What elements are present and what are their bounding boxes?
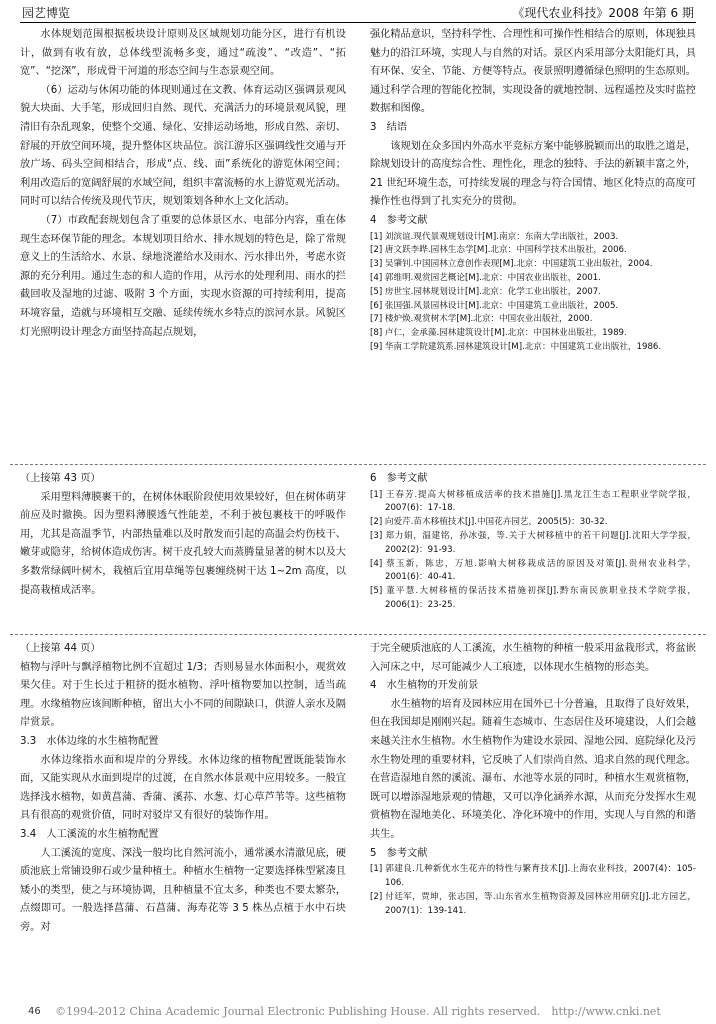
continued-note: （上接第 43 页） xyxy=(20,473,101,484)
article2-right-column xyxy=(370,470,696,613)
reference-item: [4] 郭维明.观赏园艺概论[M].北京：中国农业出版社，2001. xyxy=(370,272,601,283)
paragraph: （6）运动与休闲功能的体现则通过在文教、体育运动区强调景观风貌大块面、大手笔，形成回归自然、现代、充满活力的环境景观风貌，理清旧有杂乱现象，使整个交通、绿化、安排运动场地，形成自然、亲切、舒展的开放空间环境，提升整体区块品位。滨江游乐区强调线性交通与开放广场、码头空间相结合，形成“点、线、面”系统化的游览休闲空间；利用改造后的宽阔舒展的水域空间，组织丰富流畅的水上游览观光活动。同时可以结合传统及现代节庆，规划策划各种水上文化活动。 xyxy=(20,84,346,208)
reference-item: [3] 郑力娟，温建铭，孙冰强，等.关于大树移植中的若干问题[J].沈阳大学学报，2002(2)：91-93. xyxy=(370,530,696,555)
reference-item: [5] 房世宝.园林规划设计[M].北京：化学工业出版社，2007. xyxy=(370,286,601,297)
article3-right-column xyxy=(370,640,696,918)
journal-issue: 《现代农业科技》2008 年第 6 期 xyxy=(512,6,694,20)
reference-item: [3] 吴肇钊.中国园林立意创作表现[M].北京：中国建筑工业出版社，2004. xyxy=(370,259,653,270)
paragraph: 人工溪流的宽度、深浅一般均比自然河流小，通常溪水清澈见底，硬质池底上常铺设卵石或少量种植土。种植水生植物一定要选择株型紧凑且矮小的类型，使之与环境协调，且种植量不宜太多，种类也不要太繁杂，点缀即可。一般选择菖蒲、石菖蒲、海寿花等 3 5 株丛点植于水中石块旁。对 xyxy=(20,847,347,933)
reference-item: [8] 卢仁，金承藻.园林建筑设计[M].北京：中国林业出版社，1989. xyxy=(370,328,627,339)
reference-item: [1] 郭建良.几种新优水生花卉的特性与繁育技术[J].上海农业科技，2007(4)：105-106. xyxy=(370,864,696,888)
section-name: 园艺博览 xyxy=(22,6,71,20)
paragraph: 于完全硬质池底的人工溪流，水生植物的种植一般采用盆栽形式，将盆嵌入河床之中，尽可能减少人工痕迹，以体现水生植物的形态美。 xyxy=(370,643,696,673)
section-heading: 4 参考文献 xyxy=(370,214,428,226)
reference-item: [1] 刘滨谊.现代景观规划设计[M].南京：东南大学出版社，2003. xyxy=(370,231,619,242)
paragraph: 强化精品意识，坚持科学性、合理性和可操作性相结合的原则，体现独具魅力的沿江环境，实现人与自然的对话。景区内采用部分太阳能灯具，具有环保、安全、节能、方便等特点。夜景照明遵循绿色照明的生态原则。通过科学合理的智能化控制，实现设备的就地控制、远程遥控及实时监控数据和图像。 xyxy=(370,29,696,115)
reference-item: [2] 付廷军，贾坤，张志国，等.山东省水生植物资源及园林应用研究[J].北方园艺，2007(1)：139-141. xyxy=(370,891,696,916)
section-heading: 5 参考文献 xyxy=(370,847,428,859)
paragraph: （7）市政配套规划包含了重要的总体景区水、电部分内容，重在体现生态环保节能的理念。本规划项目给水、排水规划的特色是，除了常规意义上的生活给水、水景、绿地浇灌给水及雨水、污水排出外，考虑水资源的充分利用。通过生态的和人造的作用，从污水的处理利用、雨水的拦截回收及湿地的过滤、吸附 3 个方面，实现水资源的可持续利用，提高环境容量，造就与环境相互交融、延续传统水乡特点的滨河水景。风貌区灯光照明设计理念方面坚持高起点规划， xyxy=(20,214,346,338)
paragraph: 植物与浮叶与飘浮植物比例不宜超过 1/3；否则易显水体面积小，观赏效果欠佳。对于生长过于粗挤的挺水植物、浮叶植物要加以控制，适当疏理。水缘植物应该间断种植，留出大小不同的间隙缺口，供游人亲水及隔岸赏景。 xyxy=(20,661,346,729)
reference-item: [2] 唐文跃李晔.园林生态学[M].北京：中国科学技术出版社，2006. xyxy=(370,245,627,256)
header-rule xyxy=(20,22,696,23)
reference-item: [9] 华南工学院建筑系.园林建筑设计[M].北京：中国建筑工业出版社，1986. xyxy=(370,341,662,352)
reference-item: [4] 蔡玉新，陈忠，万旭.影响大树移栽成活的原因及对策[J].贵州农业科学，2001(6)：40-41. xyxy=(370,558,696,583)
paragraph: 采用塑料薄膜裹干的，在树体休眠阶段使用效果较好，但在树体萌芽前应及时撤换。因为塑料薄膜透气性能差，不利于被包裹枝干的呼吸作用，尤其是高温季节，内部热量难以及时散发而引起的高温会灼伤枝干、嫩芽或隐芽，给树体造成伤害。树干皮孔较大而蒸腾量显著的树木以及大多数常绿阔叶树木，栽植后宜用草绳等包裹缠绕树干达 1~2m 高度，以提高栽植成活率。 xyxy=(20,491,347,596)
reference-list xyxy=(370,231,696,355)
article-divider xyxy=(10,464,706,465)
continued-note: （上接第 44 页） xyxy=(20,643,101,654)
reference-item: [5] 董平慧.大树移植的保活技术措施初探[J].黔东南民族职业技术学院学报，2006(1)：23-25. xyxy=(370,586,696,610)
reference-item: [6] 张国强.风景园林设计[M].北京：中国建筑工业出版社，2005. xyxy=(370,300,619,311)
subsection-heading: 3.3 水体边缘的水生植物配置 xyxy=(20,735,159,747)
paragraph: 该规划在众多国内外高水平竞标方案中能够脱颖而出的取胜之道是，除规划设计的高度综合性、理性化，理念的独特、手法的新颖丰富之外，21 世纪环境生态，可持续发展的理念与符合国情、地区化特点的高度可操作性也得到了扎实充分的贯彻。 xyxy=(370,140,697,208)
section-heading: 6 参考文献 xyxy=(370,473,428,484)
article3-left-column xyxy=(20,640,346,938)
page-number: 46 xyxy=(28,1006,41,1017)
section-heading: 3 结语 xyxy=(370,121,408,133)
section-heading: 4 水生植物的开发前景 xyxy=(370,680,479,692)
running-header xyxy=(22,4,694,22)
publisher-watermark: ©1994-2012 China Academic Journal Electronic Publishing House. All rights reserved. http://www.cnki.net xyxy=(55,1005,661,1018)
reference-item: [7] 楼炉焕.观赏树木学[M].北京：中国农业出版社，2000. xyxy=(370,314,593,325)
paragraph: 水生植物的培育及园林应用在国外已十分普遍，且取得了良好效果，但在我国却是刚刚兴起。随着生态城市、生态居住及环境建设，人们会越来越关注水生植物。水生植物作为建设水景园、湿地公园、庭院绿化及污水生物处理的重要材料，它反映了人们崇尚自然、追求自然的现代理念。在营造湿地自然的溪流、瀑布、水池等水景的同时，种植水生观赏植物，既可以增添湿地景观的情趣，又可以净化涵养水源，从而充分发挥水生观赏植物在湿地美化、环境美化、净化环境中的作用，实现人与自然的和谐共生。 xyxy=(370,698,697,840)
subsection-heading: 3.4 人工溪流的水生植物配置 xyxy=(20,828,159,840)
article2-left-column xyxy=(20,470,346,600)
article1-right-column xyxy=(370,26,696,355)
reference-item: [2] 向爱芹.苗木移植技术[J].中国花卉园艺，2005(5)：30-32. xyxy=(370,517,608,528)
paragraph: 水体边缘指水面和堤岸的分界线。水体边缘的植物配置既能装饰水面，又能实现从水面到堤岸的过渡，在自然水体景观中应用较多。一般宜选择浅水植物，如黄菖蒲、香蒲、溪荪、水葱、灯心草芦苇等。这些植物具有很高的观赏价值，同时对驳岸又有很好的装饰作用。 xyxy=(20,754,346,822)
article1-left-column xyxy=(20,26,346,342)
reference-list xyxy=(370,863,696,918)
reference-item: [1] 王春芳.提高大树移植成活率的技术措施[J].黑龙江生态工程职业学院学报，2007(6)：17-18. xyxy=(370,489,696,514)
reference-list xyxy=(370,489,696,613)
article-divider xyxy=(10,634,706,635)
paragraph: 水体规划范围根据板块设计原则及区域规划功能分区，进行有机设计，做到有收有放，总体线型流畅多变，通过“疏浚”、“改造”、“拓宽”、“挖深”，形成骨干河道的形态空间与生态景观空间。 xyxy=(20,29,346,78)
